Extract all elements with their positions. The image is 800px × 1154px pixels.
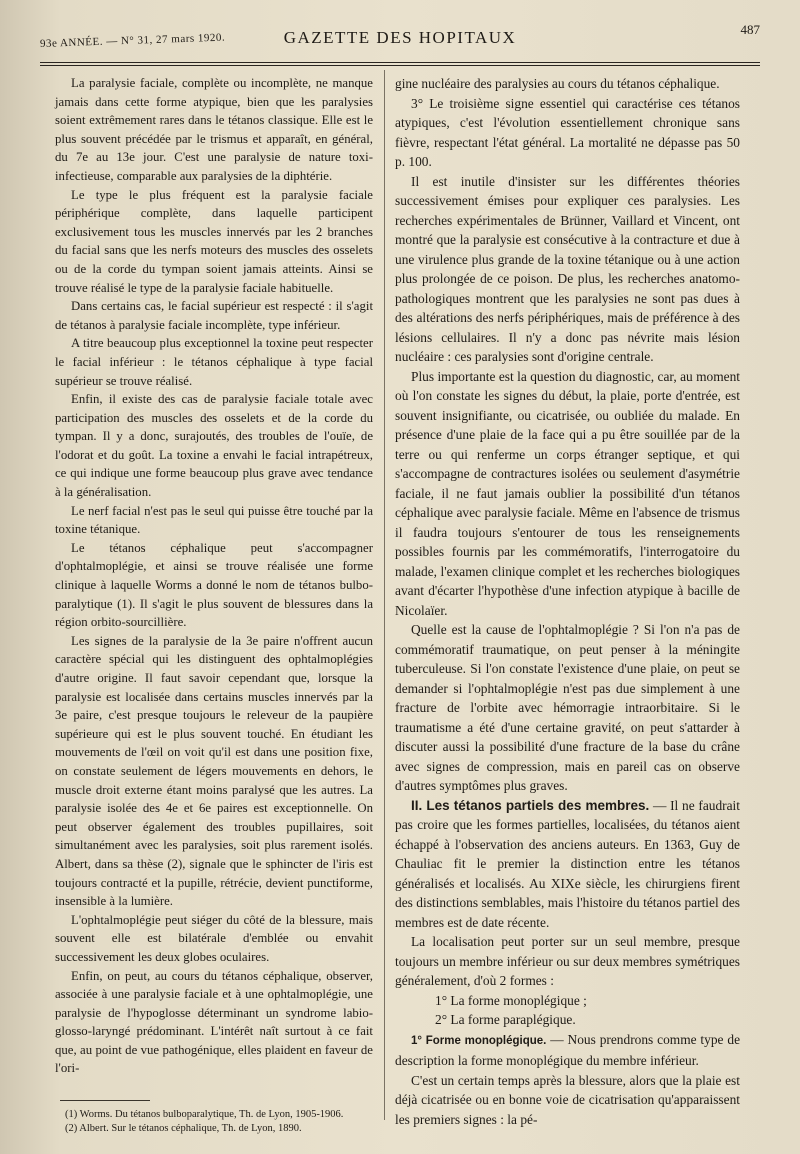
column-divider: [384, 70, 385, 1120]
paragraph: Le type le plus fréquent est la paralysie faciale périphérique complète, dans laquelle participent exclusivement tous les muscles innervés par les 2 branches du facial sans que les nerfs moteurs des muscles des osselets ou de la corde du tympan soient jamais atteints. Ainsi se trouve réalisé le type de la paralysie faciale habituelle.: [55, 187, 373, 295]
header-rule: [40, 62, 760, 66]
paragraph: Plus importante est la question du diagnostic, car, au moment où l'on constate les signes du début, la plaie, porte d'entrée, est souvent insignifiante, ou cicatrisée, ou oubliée du malade. En présence d'une plaie de la face qui a pu être souillée par de la terre ou qui renferme un corps étranger septique, et qui s'accompagne de contractures isolées ou seulement d'asymétrie faciale, il ne faut jamais oublier la possibilité d'un tétanos céphalique avec paralysie faciale. Même en l'absence de trismus il faudra toujours s'entourer de tous les renseignements possibles fournis par les commémoratifs, l'interrogatoire du malade, l'examen clinique complet et les recherches biologiques avant d'écarter l'hypothèse d'une infection atypique à bacille de Nicolaïer.: [395, 368, 740, 618]
paragraph: Les signes de la paralysie de la 3e paire n'offrent aucun caractère spécial qui les distinguent des ophtalmoplégies d'autre origine. Il faut savoir cependant que, lorsque la paralysie est localisée dans certains muscles innervés par la 3e paire, c'est presque toujours le releveur de la paupière supérieure qui est le plus souvent touché. En étudiant les mouvements de l'œil on voit qu'il est dans une position fixe, on constate seulement de légers mouvements en dehors, le muscle droit externe étant moins paralysé que les autres. La paralysie isolée des 4e et 6e paires est exceptionnelle. On peut observer également des troubles pupillaires, soit simultanément avec les paralysies, soit plus rarement isolés. Albert, dans sa thèse (2), signale que le sphincter de l'iris est toujours contracté et la pupille, rétrécie, devient punctiforme, insensible à la lumière.: [55, 633, 373, 909]
paragraph: La localisation peut porter sur un seul membre, presque toujours un membre inférieur ou sur deux membres symétriques généralement, d'où 2 formes :: [395, 934, 740, 988]
paragraph: Enfin, on peut, au cours du tétanos céphalique, observer, associée à une paralysie faciale et à une ophtalmoplégie, une paralysie de l'hypoglosse déterminant un syndrome labio-glosso-laryngé prédominant. L'intérêt naît surtout à ce fait que, au point de vue pathogénique, elles plaident en faveur de l'ori-: [55, 968, 373, 1076]
section-heading: II. Les tétanos partiels des membres.: [411, 797, 650, 813]
paragraph: Enfin, il existe des cas de paralysie faciale totale avec participation des muscles des osselets et de la corde du tympan. Il y a donc, surajoutés, des troubles de l'ouïe, de l'odorat et du goût. La toxine a envahi le facial intrapétreux, ce qui indique une forme beaucoup plus grave avec tendance à la généralisation.: [55, 392, 373, 500]
list-item: 2° La forme paraplégique.: [435, 1012, 576, 1027]
right-column: [395, 74, 740, 1129]
journal-title: GAZETTE DES HOPITAUX: [283, 28, 517, 47]
paragraph: gine nucléaire des paralysies au cours du tétanos céphalique.: [395, 76, 720, 91]
paragraph: Dans certains cas, le facial supérieur est respecté : il s'agit de tétanos à paralysie faciale incomplète, type inférieur.: [55, 299, 373, 332]
list-item: 1° La forme monoplégique ;: [435, 992, 587, 1008]
paragraph: L'ophtalmoplégie peut siéger du côté de la blessure, mais souvent elle est bilatérale d'emblée ou envahit successivement les deux globes oculaires.: [55, 912, 373, 964]
footnote-rule: [60, 1100, 150, 1101]
paragraph: La paralysie faciale, complète ou incomplète, ne manque jamais dans cette forme atypique, bien que les paralysies soient extrêmement rares dans le tétanos classique. Elle est le plus souvent précédée par le trismus et apparaît, en général, du 7e au 13e jour. C'est une paralysie de nature toxi-infectieuse, comparable aux paralysies de la diphtérie.: [55, 76, 373, 183]
paragraph-text: — Nous prendrons comme type de description la forme monoplégique du membre inférieur.: [395, 1031, 741, 1068]
paragraph: 3° Le troisième signe essentiel qui caractérise ces tétanos atypiques, c'est l'évolution essentiellement chronique sans fièvre, respectant l'état général. La mortalité ne dépasse pas 50 p. 100.: [395, 95, 740, 169]
paragraph: C'est un certain temps après la blessure, alors que la plaie est déjà cicatrisée ou en bonne voie de cicatrisation qu'apparaissent les premiers signes : la pé-: [395, 1072, 740, 1127]
paragraph: Le tétanos céphalique peut s'accompagner d'ophtalmoplégie, et ainsi se trouve réalisée une forme clinique à laquelle Worms a donné le nom de tétanos bulbo-paralytique (1). Il s'agit le plus souvent de blessures dans la région orbito-sourcillière.: [55, 540, 373, 630]
paragraph-text: — Il ne faudrait pas croire que les formes partielles, localisées, du tétanos aient échappé à l'observation des anciens auteurs. En 1363, Guy de Chauliac fit le premier la distinction entre les tétanos généralisés et localisés. Au XIXe siècle, les chirurgiens firent des distinctions semblables, mais l'histoire du tétanos partiel des membres est de date récente.: [395, 797, 740, 930]
paragraph: Le nerf facial n'est pas le seul qui puisse être touché par la toxine tétanique.: [55, 503, 373, 537]
footnote: (2) Albert. Sur le tétanos céphalique, Th. de Lyon, 1890.: [65, 1123, 302, 1134]
subsection-paragraph: [395, 1030, 740, 1071]
paragraph: A titre beaucoup plus exceptionnel la toxine peut respecter le facial inférieur : le tétanos céphalique à type facial supérieur se trouve réalisé.: [55, 336, 373, 388]
page-header: [39, 22, 760, 66]
subsection-heading: 1° Forme monoplégique.: [411, 1034, 547, 1047]
issue-info: 93e ANNÉE. — N° 31, 27 mars 1920.: [39, 31, 226, 50]
section-heading-paragraph: [395, 796, 740, 933]
footnote: (1) Worms. Du tétanos bulboparalytique, Th. de Lyon, 1905-1906.: [65, 1109, 344, 1120]
page-number: 487: [740, 22, 760, 37]
footnotes: [55, 1108, 373, 1136]
paragraph: Quelle est la cause de l'ophtalmoplégie ? Si l'on n'a pas de commémoratif traumatique, on peut penser à la méningite tuberculeuse. Si l'on constate l'existence d'une plaie, on peut se demander si l'ophtalmoplégie n'est pas due simplement à une fracture de l'orbite avec hémorragie intraorbitaire. Si le traumatisme a été d'une certaine gravité, on peut s'attarder à discuter aussi la possibilité d'une fracture de la base du crâne avec signes de compression, mais en pareil cas on observe d'autres symptômes plus graves.: [395, 622, 740, 793]
paragraph: Il est inutile d'insister sur les différentes théories successivement émises pour expliquer ces paralysies. Les recherches expérimentales de Brünner, Vaillard et Vincent, ont montré que la paralysie est consécutive à la contracture et due à une virulence plus grande de la toxine tétanique ou à une action plus prolongée de ce poison. De plus, les recherches anatomo-pathologiques montrent que les paralysies ne sont pas dues à des altérations des nerfs périphériques, mais de préférence à des lésions cellulaires. Il n'y a donc pas névrite mais lésion nucléaire : ces paralysies sont d'origine centrale.: [395, 173, 740, 364]
left-column: [55, 74, 373, 1078]
